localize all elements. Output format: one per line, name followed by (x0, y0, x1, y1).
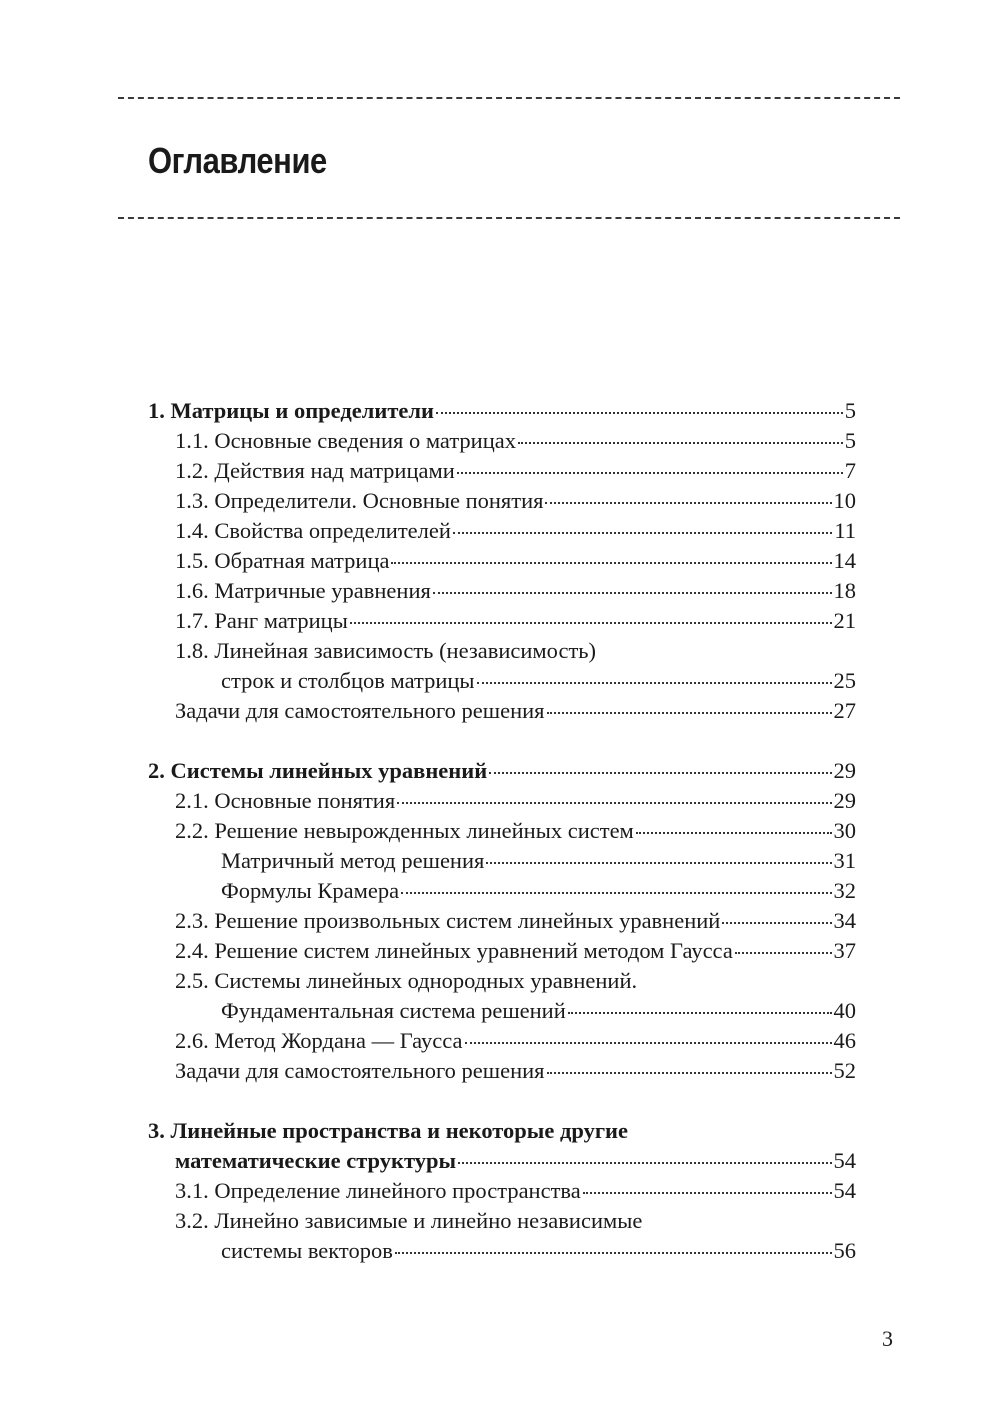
toc-entry[interactable] (175, 546, 856, 576)
toc-entry-page: 29 (833, 758, 856, 783)
leader-dots (477, 682, 832, 684)
leader-dots (350, 622, 832, 624)
page-title: Оглавление (148, 140, 327, 181)
toc-entry-page: 52 (833, 1058, 856, 1083)
toc-entry-page: 34 (833, 908, 856, 933)
toc-entry-title: Матричный метод решения (221, 848, 485, 873)
top-dashed-rule (118, 97, 900, 99)
toc-subentry[interactable] (221, 846, 856, 876)
toc-entry[interactable] (175, 576, 856, 606)
toc-entry-page: 18 (833, 578, 856, 603)
toc-entry-page: 46 (833, 1028, 856, 1053)
toc-entry-title: Фундаментальная система решений (221, 998, 566, 1023)
toc-entry-page: 27 (833, 698, 856, 723)
toc-entry-title: 1.2. Действия над матрицами (175, 458, 455, 483)
toc-entry-title: 2.5. Системы линейных однородных уравнений. (175, 968, 638, 993)
toc-entry-page: 54 (833, 1148, 856, 1173)
toc-entry[interactable] (175, 606, 856, 636)
toc-entry-title: 1.4. Свойства определителей (175, 518, 451, 543)
toc-entry-page: 56 (833, 1238, 856, 1263)
toc-entry-title: 2.3. Решение произвольных систем линейных уравнений (175, 908, 721, 933)
leader-dots (568, 1012, 832, 1014)
toc-subentry[interactable] (221, 876, 856, 906)
toc-entry[interactable] (175, 1026, 856, 1056)
toc-entry-title: строк и столбцов матрицы (221, 668, 475, 693)
toc-entry-title: 2.6. Метод Жордана — Гаусса (175, 1028, 463, 1053)
toc-entry-page: 5 (844, 428, 856, 453)
leader-dots (395, 1252, 832, 1254)
toc-entry[interactable] (175, 456, 856, 486)
toc-entry[interactable] (175, 1056, 856, 1086)
toc-entry-title: 2.2. Решение невырожденных линейных систем (175, 818, 634, 843)
toc-entry[interactable] (175, 426, 856, 456)
toc-entry[interactable] (175, 786, 856, 816)
toc-entry[interactable] (148, 756, 856, 786)
leader-dots (436, 412, 843, 414)
toc-entry-title: 1.1. Основные сведения о матрицах (175, 428, 516, 453)
toc-entry-page: 31 (833, 848, 856, 873)
toc-entry[interactable] (148, 1116, 628, 1146)
toc-entry-page: 10 (833, 488, 856, 513)
toc-entry[interactable] (175, 936, 856, 966)
toc-entry[interactable] (175, 636, 596, 666)
toc-entry[interactable] (175, 816, 856, 846)
toc-entry-page: 40 (833, 998, 856, 1023)
leader-dots (465, 1042, 832, 1044)
leader-dots (457, 472, 843, 474)
toc-entry[interactable] (175, 696, 856, 726)
toc-entry-page: 32 (833, 878, 856, 903)
toc-entry-title: 1.8. Линейная зависимость (независимость) (175, 638, 597, 663)
toc-entry-continuation[interactable] (221, 1236, 856, 1266)
toc-entry-title: системы векторов (221, 1238, 393, 1263)
toc-entry-page: 5 (844, 398, 856, 423)
leader-dots (433, 592, 832, 594)
toc-entry-continuation[interactable] (221, 666, 856, 696)
toc-entry-page: 37 (833, 938, 856, 963)
toc-entry-page: 25 (833, 668, 856, 693)
toc-entry-title: 1.6. Матричные уравнения (175, 578, 431, 603)
toc-entry-page: 54 (833, 1178, 856, 1203)
toc-entry[interactable] (175, 1176, 856, 1206)
leader-dots (453, 532, 832, 534)
toc-entry[interactable] (148, 396, 856, 426)
bottom-dashed-rule (118, 217, 900, 219)
leader-dots (545, 502, 831, 504)
toc-entry[interactable] (175, 906, 856, 936)
leader-dots (735, 952, 832, 954)
toc-entry-continuation[interactable] (175, 1146, 856, 1176)
toc-entry-title: 3.1. Определение линейного пространства (175, 1178, 581, 1203)
toc-entry-page: 21 (833, 608, 856, 633)
leader-dots (518, 442, 843, 444)
toc-entry-title: 1. Матрицы и определители (148, 398, 434, 423)
leader-dots (486, 862, 831, 864)
toc-entry-title: 2. Системы линейных уравнений (148, 758, 488, 783)
leader-dots (401, 892, 831, 894)
toc-entry[interactable] (175, 966, 637, 996)
toc-entry-page: 29 (833, 788, 856, 813)
toc-entry-page: 30 (833, 818, 856, 843)
leader-dots (547, 712, 832, 714)
leader-dots (547, 1072, 832, 1074)
toc-entry-title: 2.4. Решение систем линейных уравнений методом Гаусса (175, 938, 733, 963)
toc-entry[interactable] (175, 516, 856, 546)
leader-dots (391, 562, 831, 564)
toc-entry-title: 2.1. Основные понятия (175, 788, 396, 813)
toc-entry-title: 1.3. Определители. Основные понятия (175, 488, 544, 513)
toc-entry-title: Формулы Крамера (221, 878, 400, 903)
leader-dots (458, 1162, 831, 1164)
toc-entry-continuation[interactable] (221, 996, 856, 1026)
toc-entry[interactable] (175, 486, 856, 516)
leader-dots (489, 772, 831, 774)
leader-dots (397, 802, 831, 804)
toc-entry-page: 11 (834, 518, 856, 543)
leader-dots (583, 1192, 832, 1194)
toc-entry-title: 1.7. Ранг матрицы (175, 608, 348, 633)
toc-entry-title: 3. Линейные пространства и некоторые другие (148, 1118, 628, 1143)
leader-dots (722, 922, 831, 924)
toc-entry-page: 7 (844, 458, 856, 483)
toc-entry-title: Задачи для самостоятельного решения (175, 1058, 545, 1083)
toc-entry-title: математические структуры (175, 1148, 457, 1173)
toc-entry-page: 14 (833, 548, 856, 573)
toc-entry-title: 1.5. Обратная матрица (175, 548, 390, 573)
toc-entry[interactable] (175, 1206, 642, 1236)
toc-entry-title: Задачи для самостоятельного решения (175, 698, 545, 723)
leader-dots (636, 832, 832, 834)
page-number: 3 (882, 1326, 893, 1351)
toc-entry-title: 3.2. Линейно зависимые и линейно независимые (175, 1208, 643, 1233)
